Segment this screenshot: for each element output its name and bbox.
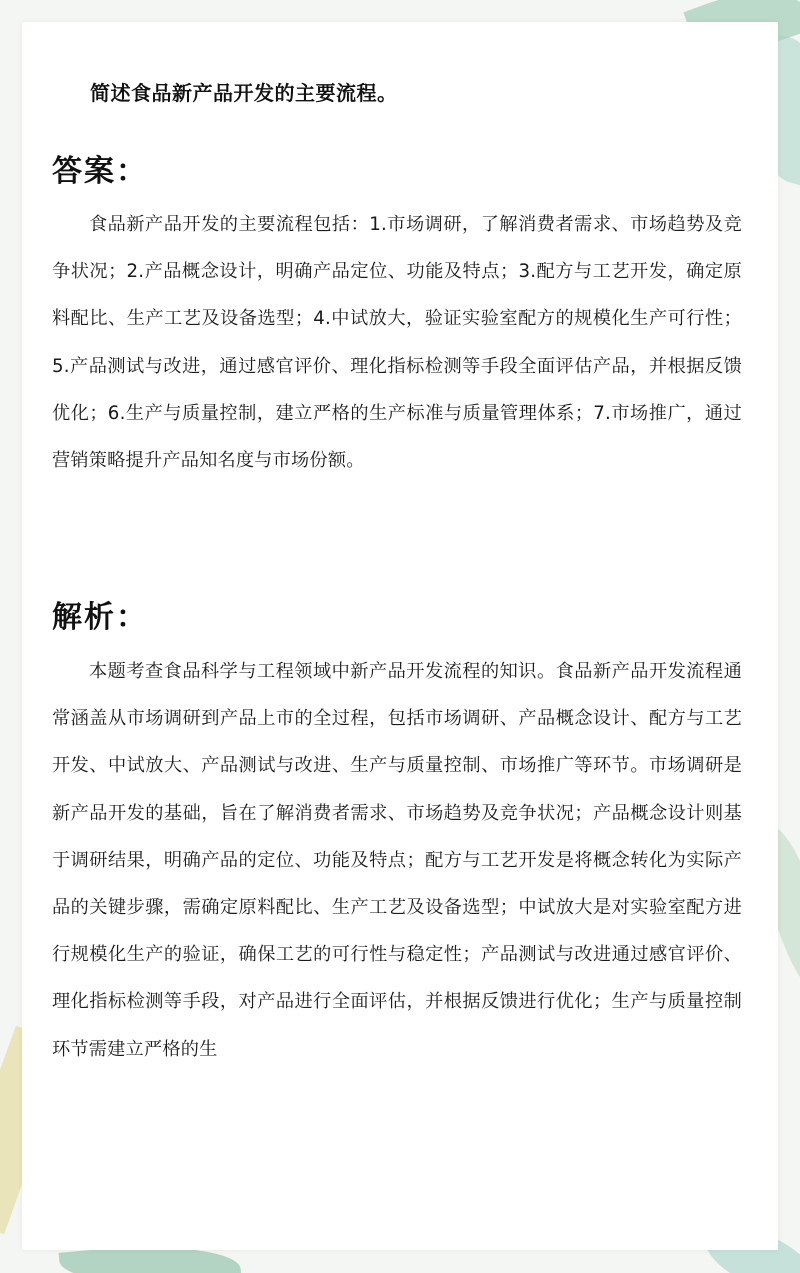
answer-paragraph: 食品新产品开发的主要流程包括：1.市场调研，了解消费者需求、市场趋势及竞争状况；2.产品概念设计，明确产品定位、功能及特点；3.配方与工艺开发，确定原料配比、生产工艺及设备选型；4.中试放大，验证实验室配方的规模化生产可行性；5.产品测试与改进，通过感官评价、理化指标检测等手段全面评估产品，并根据反馈优化；6.生产与质量控制，建立严格的生产标准与质量管理体系；7.市场推广，通过营销策略提升产品知名度与市场份额。	[52, 214, 742, 472]
answer-heading: 答案：	[52, 154, 148, 189]
analysis-heading: 解析：	[52, 600, 148, 635]
analysis-paragraph: 本题考查食品科学与工程领域中新产品开发流程的知识。食品新产品开发流程通常涵盖从市场调研到产品上市的全过程，包括市场调研、产品概念设计、配方与工艺开发、中试放大、产品测试与改进、生产与质量控制、市场推广等环节。市场调研是新产品开发的基础，旨在了解消费者需求、市场趋势及竞争状况；产品概念设计则基于调研结果，明确产品的定位、功能及特点；配方与工艺开发是将概念转化为实际产品的关键步骤，需确定原料配比、生产工艺及设备选型；中试放大是对实验室配方进行规模化生产的验证，确保工艺的可行性与稳定性；产品测试与改进通过感官评价、理化指标检测等手段，对产品进行全面评估，并根据反馈进行优化；生产与质量控制环节需建立严格的生	[52, 661, 742, 1060]
content-card	[22, 22, 778, 1250]
question-text: 简述食品新产品开发的主要流程。	[90, 81, 398, 105]
